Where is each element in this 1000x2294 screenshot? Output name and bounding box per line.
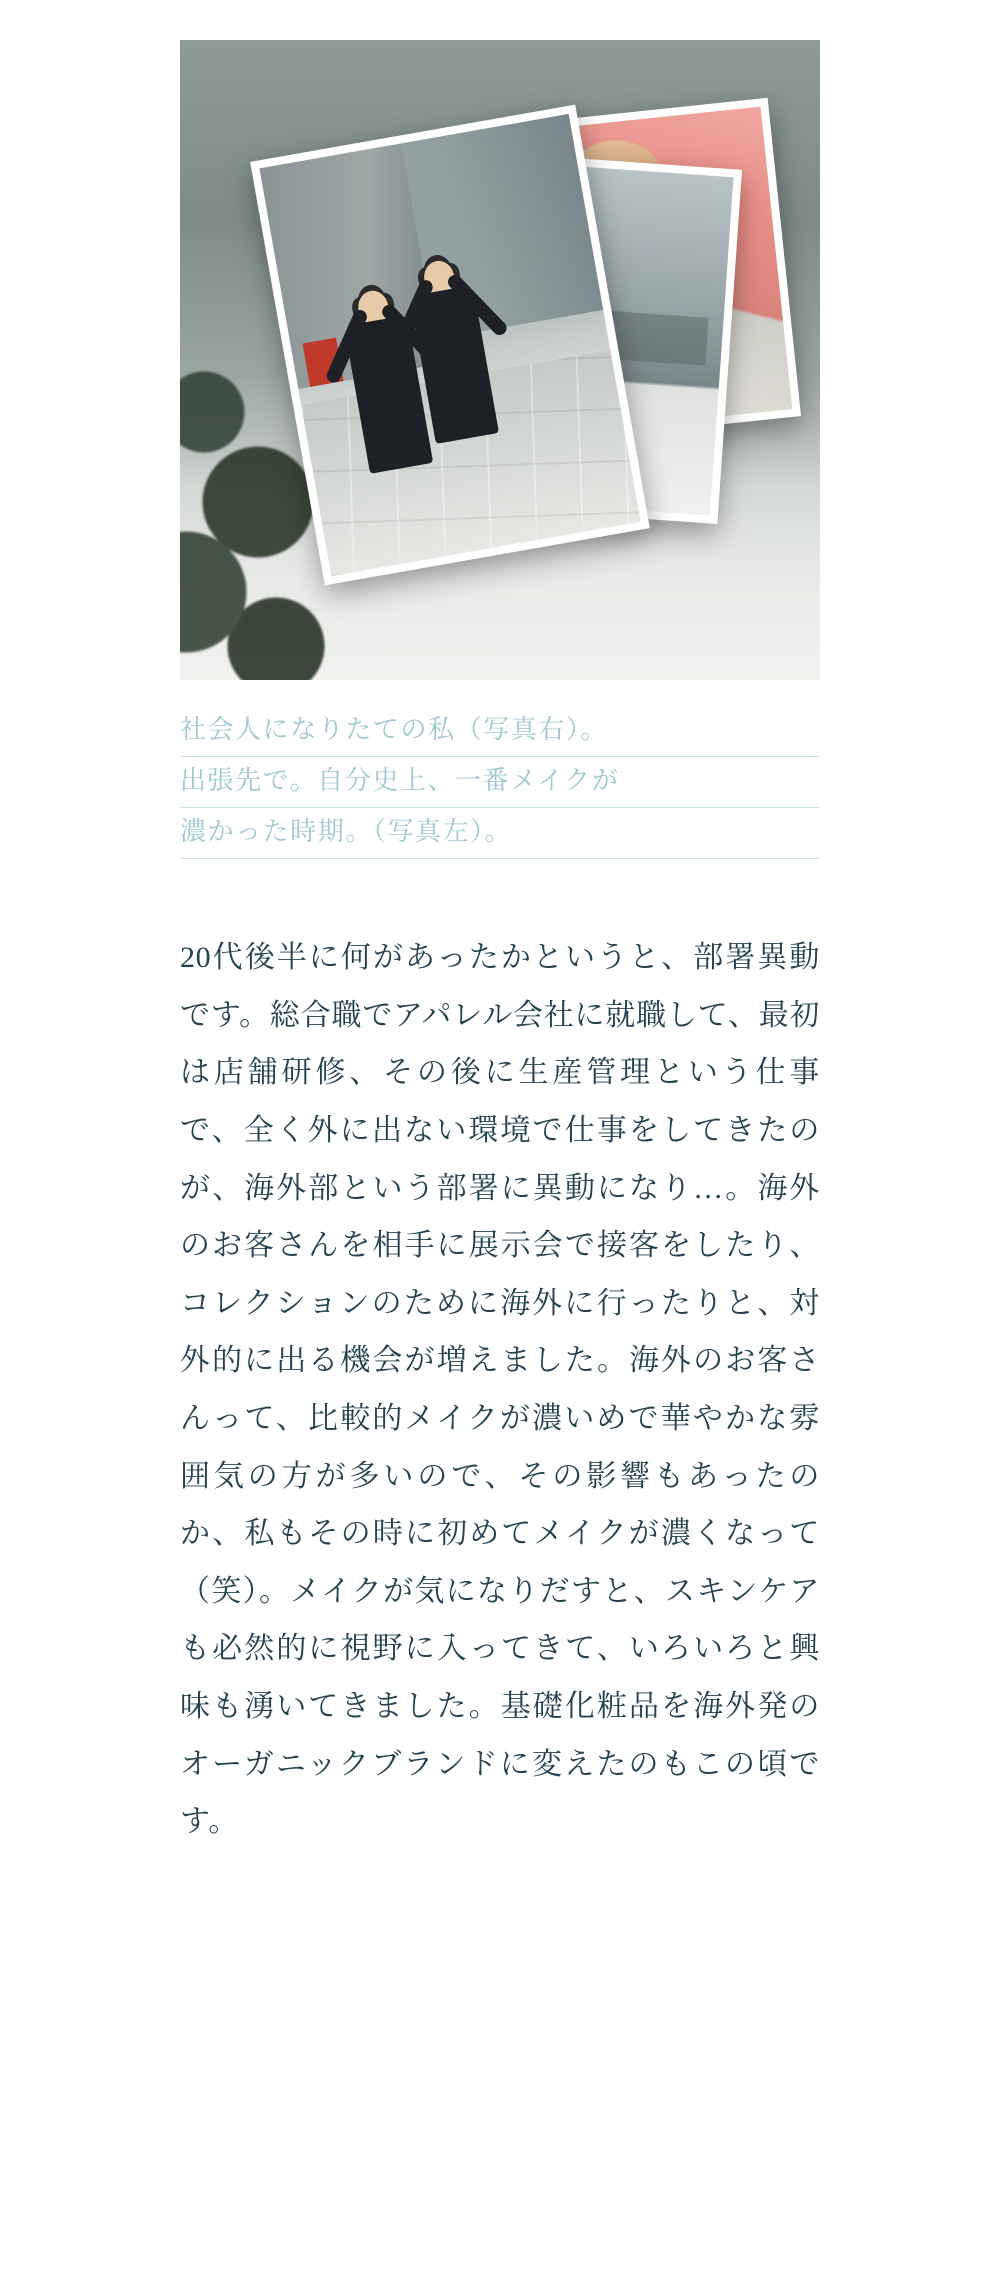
article-figure	[0, 0, 1000, 859]
figure-caption	[180, 706, 820, 859]
figure-caption-line: 出張先で。自分史上、一番メイクが	[180, 757, 820, 808]
photo-collage-image	[180, 40, 820, 680]
figure-caption-line: 濃かった時期。（写真左）。	[180, 808, 820, 859]
snapshot-front-main-image	[259, 114, 640, 576]
article-body	[180, 929, 820, 1911]
figure-caption-line: 社会人になりたての私（写真右）。	[180, 706, 820, 757]
body-paragraph: 20代後半に何があったかというと、部署異動です。総合職でアパレル会社に就職して、最初は店舗研修、その後に生産管理という仕事で、全く外に出ない環境で仕事をしてきたのが、海外部という部署に異動になり…。海外のお客さんを相手に展示会で接客をしたり、コレクションのために海外に行ったりと、対外的に出る機会が増えました。海外のお客さんって、比較的メイクが濃いめで華やかな雰囲気の方が多いので、その影響もあったのか、私もその時に初めてメイクが濃くなって（笑）。メイクが気になりだすと、スキンケアも必然的に視野に入ってきて、いろいろと興味も湧いてきました。基礎化粧品を海外発のオーガニックブランドに変えたのもこの頃です。	[180, 941, 820, 1839]
